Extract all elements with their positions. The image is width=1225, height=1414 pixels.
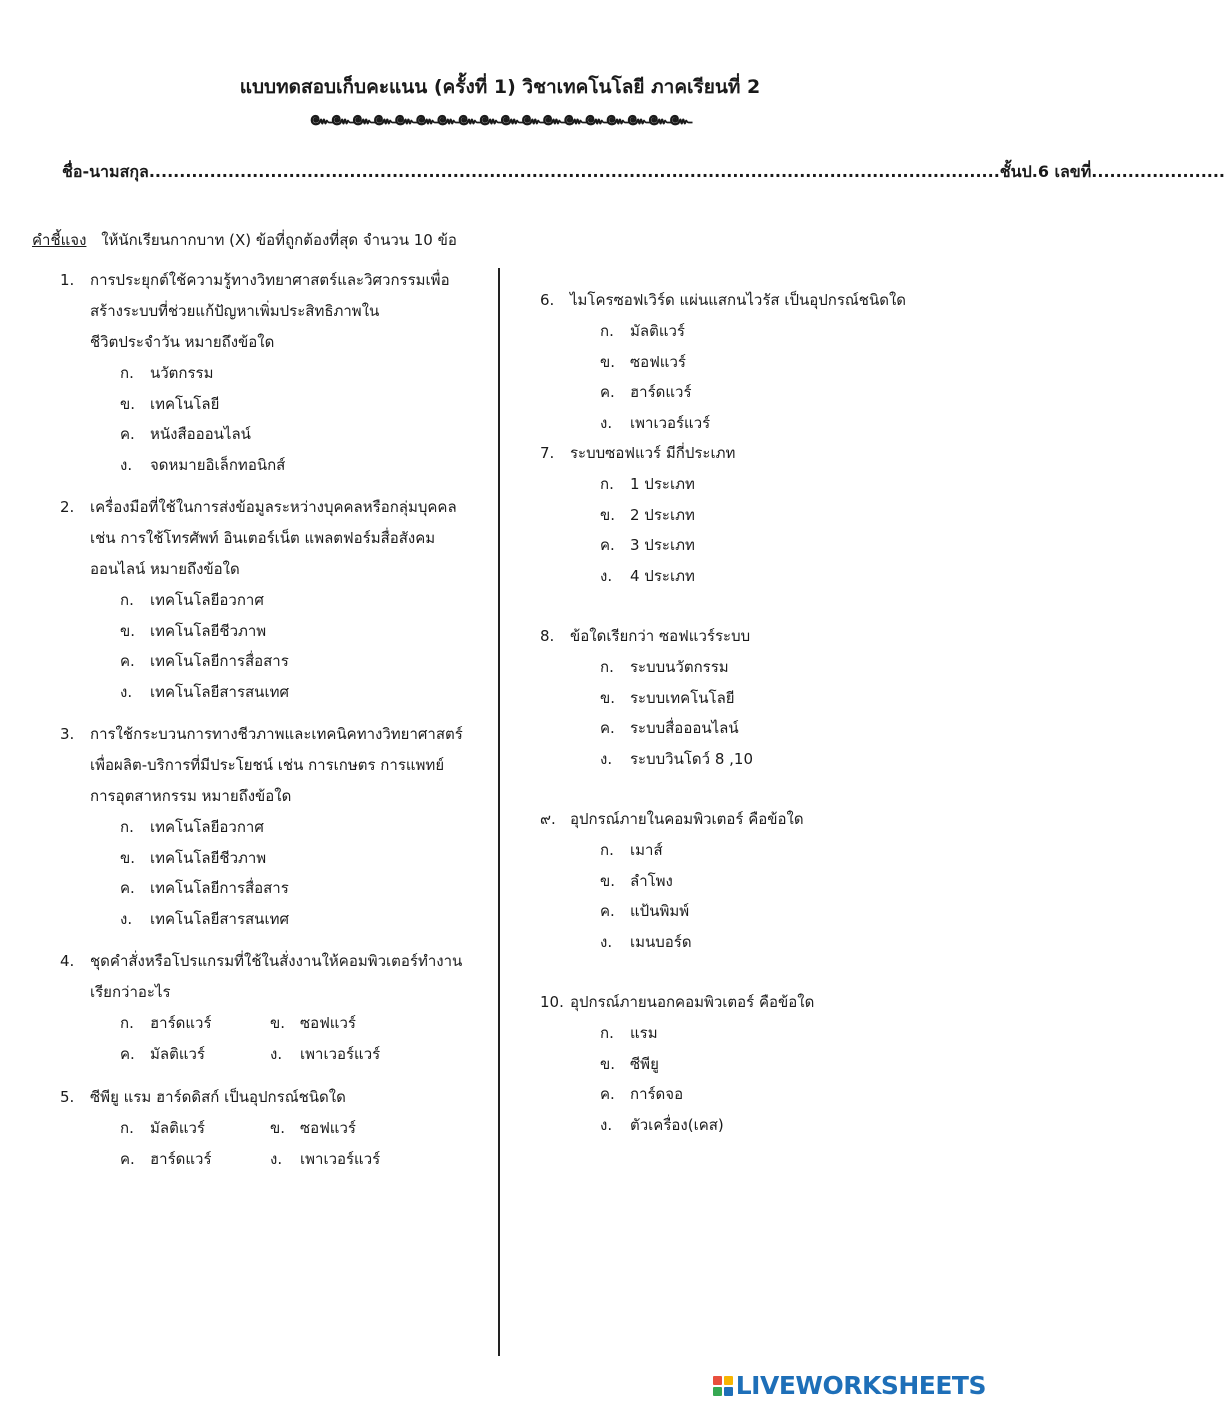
option-c[interactable]: ค. ระบบสื่อออนไลน์ — [600, 719, 739, 737]
option-d[interactable]: ง. เทคโนโลยีสารสนเทศ — [120, 682, 289, 701]
option-b[interactable]: ข. ซอฟแวร์ — [270, 1119, 356, 1137]
liveworksheets-logo-icon — [713, 1376, 733, 1396]
option-c[interactable]: ค. เทคโนโลยีการสื่อสาร — [120, 652, 289, 670]
title-ornament: ๛๛๛๛๛๛๛๛๛๛๛๛๛๛๛๛๛๛ — [309, 106, 691, 130]
question-1 — [60, 265, 490, 480]
question-text: เครื่องมือที่ใช้ในการส่งข้อมูลระหว่างบุคคลหรือกลุ่มบุคคล เช่น การใช้โทรศัพท์ อินเตอร์เน็ต แพลตฟอร์มสื่อสังคม ออนไลน์ หมายถึงข้อใด — [90, 498, 457, 578]
question-number: 5. — [60, 1088, 75, 1106]
option-b[interactable]: ข. ซอฟแวร์ — [600, 352, 686, 371]
name-label: ชื่อ-นามสกุล — [62, 162, 149, 181]
question-9 — [540, 804, 970, 957]
option-b[interactable]: ข. ซีพียู — [600, 1054, 659, 1073]
option-b[interactable]: ข. 2 ประเภท — [600, 505, 695, 524]
question-text: อุปกรณ์ภายนอกคอมพิวเตอร์ คือข้อใด — [570, 993, 815, 1011]
option-c[interactable]: ค. แป้นพิมพ์ — [600, 902, 690, 920]
column-divider — [498, 268, 500, 1356]
option-b[interactable]: ข. ซอฟแวร์ — [270, 1014, 356, 1032]
question-7 — [540, 438, 970, 591]
option-c[interactable]: ค. หนังสือออนไลน์ — [120, 425, 251, 443]
option-c[interactable]: ค. ฮาร์ดแวร์ — [600, 383, 692, 401]
question-number: 8. — [540, 627, 555, 645]
instructions-text: ให้นักเรียนกากบาท (X) ข้อที่ถูกต้องที่สุด จำนวน 10 ข้อ — [101, 231, 457, 249]
question-text: ซีพียู แรม ฮาร์ดดิสก์ เป็นอุปกรณ์ชนิดใด — [90, 1088, 346, 1106]
option-a[interactable]: ก. มัลติแวร์ — [600, 322, 685, 340]
option-a[interactable]: ก. ระบบนวัตกรรม — [600, 658, 729, 676]
option-a[interactable]: ก. นวัตกรรม — [120, 364, 214, 382]
option-a[interactable]: ก. แรม — [600, 1024, 658, 1042]
option-c[interactable]: ค. การ์ดจอ — [600, 1085, 684, 1103]
question-text: ชุดคำสั่งหรือโปรแกรมที่ใช้ในสั่งงานให้คอมพิวเตอร์ทำงาน เรียกว่าอะไร — [90, 952, 463, 1001]
question-number: ๙. — [540, 810, 556, 828]
logo-text: LIVEWORKSHEETS — [735, 1371, 986, 1400]
question-text: ไมโครซอฟเวิร์ด แผ่นแสกนไวรัส เป็นอุปกรณ์ชนิดใด — [570, 291, 907, 309]
question-3 — [60, 719, 490, 934]
option-b[interactable]: ข. เทคโนโลยี — [120, 394, 220, 413]
option-b[interactable]: ข. ระบบเทคโนโลยี — [600, 688, 735, 707]
option-d[interactable]: ง. ตัวเครื่อง(เคส) — [600, 1115, 724, 1134]
option-c[interactable]: ค. เทคโนโลยีการสื่อสาร — [120, 879, 289, 897]
name-blank[interactable]: ............................................................................................................................................ — [148, 162, 1000, 181]
question-number: 10. — [540, 993, 564, 1011]
question-text: การประยุกต์ใช้ความรู้ทางวิทยาศาสตร์และวิศวกรรมเพื่อ สร้างระบบที่ช่วยแก้ปัญหาเพิ่มประสิทธิภาพใน ชีวิตประจำวัน หมายถึงข้อใด — [90, 271, 450, 351]
option-a[interactable]: ก. 1 ประเภท — [600, 475, 695, 493]
option-d[interactable]: ง. จดหมายอิเล็กทอนิกส์ — [120, 455, 286, 474]
option-d[interactable]: ง. เพาเวอร์แวร์ — [600, 413, 711, 432]
question-number: 1. — [60, 271, 75, 289]
option-c[interactable]: ค. มัลติแวร์ — [120, 1045, 205, 1063]
question-2 — [60, 492, 490, 707]
option-c[interactable]: ค. 3 ประเภท — [600, 536, 695, 554]
option-a[interactable]: ก. ฮาร์ดแวร์ — [120, 1014, 212, 1032]
option-a[interactable]: ก. มัลติแวร์ — [120, 1119, 205, 1137]
question-number: 3. — [60, 725, 75, 743]
question-number: 4. — [60, 952, 75, 970]
question-text: อุปกรณ์ภายในคอมพิวเตอร์ คือข้อใด — [570, 810, 804, 828]
option-b[interactable]: ข. ลำโพง — [600, 871, 673, 890]
option-a[interactable]: ก. เทคโนโลยีอวกาศ — [120, 591, 264, 609]
class-label: ชั้นป.6 เลขที่ — [999, 162, 1092, 181]
question-text: ข้อใดเรียกว่า ซอฟแวร์ระบบ — [570, 627, 751, 645]
question-text: ระบบซอฟแวร์ มีกี่ประเภท — [570, 444, 736, 462]
number-blank[interactable]: ...................... — [1091, 162, 1225, 181]
liveworksheets-logo[interactable] — [713, 1371, 986, 1400]
student-info-line — [62, 160, 1225, 185]
option-d[interactable]: ง. เพาเวอร์แวร์ — [270, 1045, 381, 1063]
question-5 — [60, 1082, 490, 1175]
question-6 — [540, 285, 970, 438]
instructions-label: คำชี้แจง — [32, 231, 87, 249]
question-4 — [60, 946, 490, 1070]
question-10 — [540, 987, 970, 1140]
worksheet-title: แบบทดสอบเก็บคะแนน (ครั้งที่ 1) วิชาเทคโนโลยี ภาคเรียนที่ 2 — [239, 76, 761, 98]
option-d[interactable]: ง. เพาเวอร์แวร์ — [270, 1150, 381, 1168]
question-number: 6. — [540, 291, 555, 309]
option-d[interactable]: ง. เทคโนโลยีสารสนเทศ — [120, 909, 289, 928]
questions-left-column — [60, 265, 490, 1187]
question-text: การใช้กระบวนการทางชีวภาพและเทคนิคทางวิทยาศาสตร์ เพื่อผลิต-บริการที่มีประโยชน์ เช่น การเกษตร การแพทย์ การอุตสาหกรรม หมายถึงข้อใด — [90, 725, 463, 805]
questions-right-column — [540, 285, 970, 1152]
option-a[interactable]: ก. เมาส์ — [600, 841, 663, 859]
option-b[interactable]: ข. เทคโนโลยีชีวภาพ — [120, 848, 267, 867]
question-8 — [540, 621, 970, 774]
option-a[interactable]: ก. เทคโนโลยีอวกาศ — [120, 818, 264, 836]
question-number: 7. — [540, 444, 555, 462]
option-d[interactable]: ง. เมนบอร์ด — [600, 932, 692, 951]
instructions — [32, 228, 457, 252]
option-d[interactable]: ง. ระบบวินโดว์ 8 ,10 — [600, 749, 753, 768]
option-b[interactable]: ข. เทคโนโลยีชีวภาพ — [120, 621, 267, 640]
question-number: 2. — [60, 498, 75, 516]
option-d[interactable]: ง. 4 ประเภท — [600, 566, 695, 585]
option-c[interactable]: ค. ฮาร์ดแวร์ — [120, 1150, 212, 1168]
